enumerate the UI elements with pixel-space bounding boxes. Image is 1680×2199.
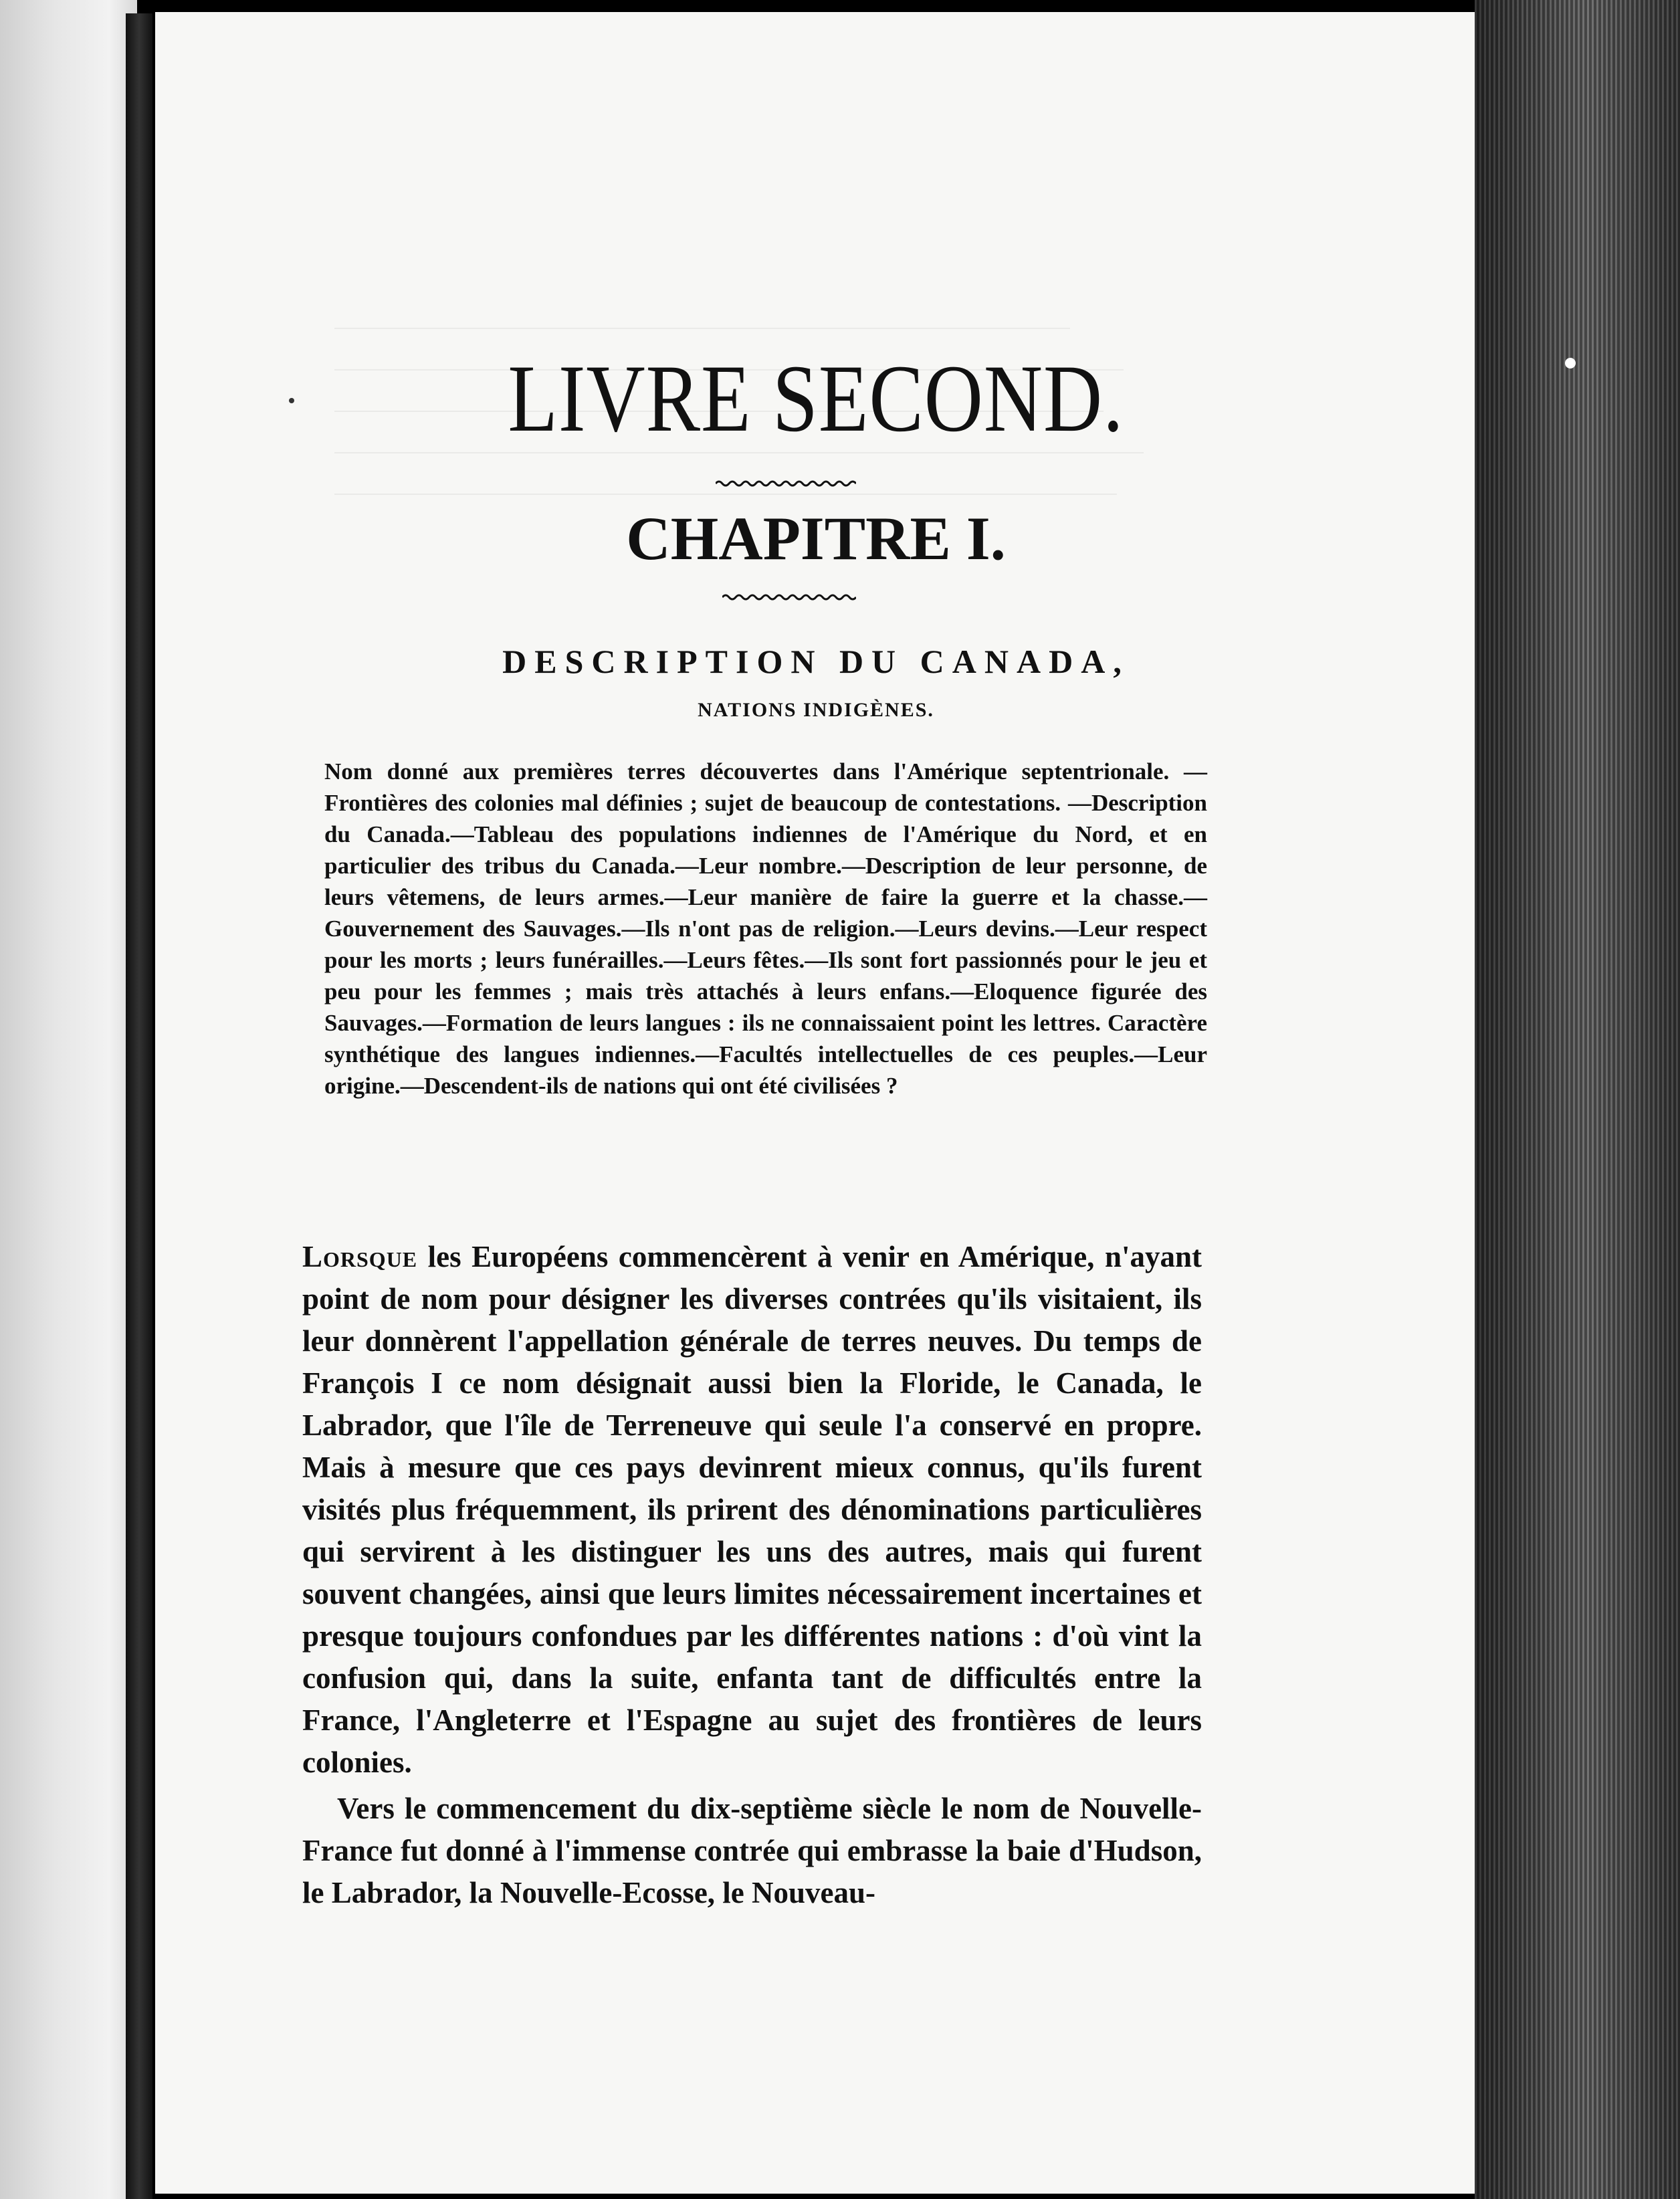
ornamental-rule-top xyxy=(716,478,856,489)
scan-speck xyxy=(289,398,294,403)
paragraph-2: Vers le commencement du dix-septième siècle le nom de Nouvelle-France fut donné à l'immense contrée qui embrasse la baie d'Hudson, le Labrador, la Nouvelle-Ecosse, le Nouveau- xyxy=(302,1792,1202,1909)
ornamental-rule-bottom xyxy=(722,592,856,603)
paragraph-lead-word: Lorsque xyxy=(302,1240,418,1273)
scan-speck xyxy=(1565,358,1576,369)
section-title: DESCRIPTION DU CANADA, xyxy=(502,643,1130,680)
book-gutter xyxy=(126,13,152,2199)
book-part-title: LIVRE SECOND. xyxy=(508,345,1124,452)
body-text xyxy=(302,1236,1202,1914)
chapter-summary: Nom donné aux premières terres découvertes dans l'Amérique septentrionale. —Frontières des colonies mal définies ; sujet de beaucoup de contestations. —Description du Canada.—Tableau des populations indiennes de l'Amérique du Nord, et en particulier des tribus du Canada.—Leur nombre.—Description de leur personne, de leurs vêtemens, de leurs armes.—Leur manière de faire la guerre et la chasse.—Gouvernement des Sauvages.—Ils n'ont pas de religion.—Leurs devins.—Leur respect pour les morts ; leurs funérailles.—Leurs fêtes.—Ils sont fort passionnés pour le jeu et peu pour les femmes ; mais très attachés à leurs enfans.—Eloquence figurée des Sauvages.—Formation de leurs langues : ils ne connaissaient point les lettres. Caractère synthétique des langues indiennes.—Facultés intellectuelles de ces peuples.—Leur origine.—Descendent-ils de nations qui ont été civilisées ? xyxy=(324,758,1207,1099)
paragraph-1 xyxy=(302,1236,1202,1784)
section-subtitle: NATIONS INDIGÈNES. xyxy=(698,699,934,721)
left-page-edge xyxy=(0,0,137,2199)
page-stack-edge xyxy=(1475,0,1680,2199)
paragraph-1-text: les Européens commencèrent à venir en Amérique, n'ayant point de nom pour désigner les diverses contrées qu'ils visitaient, ils leur donnèrent l'appellation générale de terres neuves. Du temps de François I ce nom désignait aussi bien la Floride, le Canada, le Labrador, que l'île de Terreneuve qui seule l'a conservé en propre. Mais à mesure que ces pays devinrent mieux connus, qu'ils furent visités plus fréquemment, ils prirent des dénominations particulières qui servirent à les distinguer les uns des autres, mais qui furent souvent changées, ainsi que leurs limites nécessairement incertaines et presque toujours confondues par les différentes nations : d'où vint la confusion qui, dans la suite, enfanta tant de difficultés entre la France, l'Angleterre et l'Espagne au sujet des frontières de leurs colonies. xyxy=(302,1240,1202,1779)
chapter-heading: CHAPITRE I. xyxy=(626,504,1006,572)
